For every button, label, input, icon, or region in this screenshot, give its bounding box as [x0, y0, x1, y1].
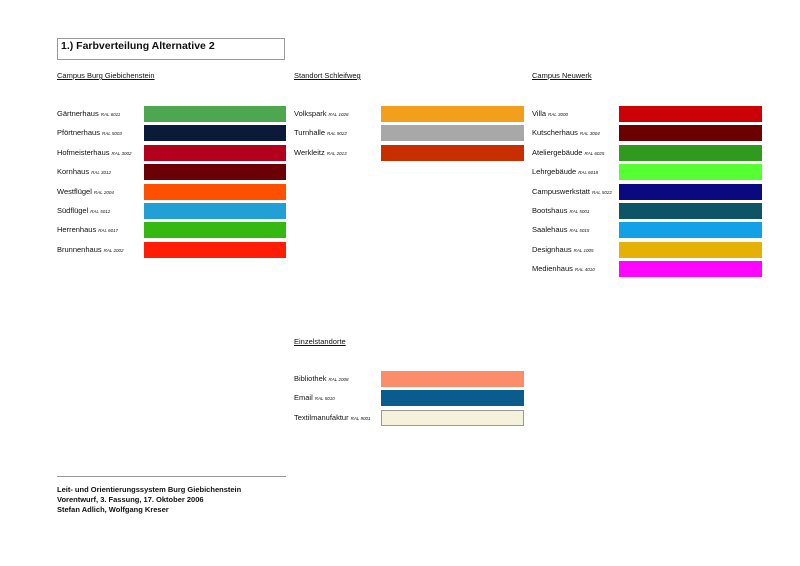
- ral-code: RAL 2002: [103, 247, 124, 253]
- ral-code: RAL 1026: [328, 112, 349, 117]
- footer-line-version: Vorentwurf, 3. Fassung, 17. Oktober 2006: [57, 495, 204, 504]
- page-title: 1.) Farbverteilung Alternative 2: [57, 38, 285, 60]
- ral-code: RAL 3004: [579, 131, 600, 137]
- ral-code: RAL 5001: [569, 209, 590, 214]
- color-swatch: [144, 184, 286, 200]
- color-swatch: [144, 164, 286, 180]
- color-row: [294, 145, 524, 161]
- building-name: Campuswerkstatt: [532, 186, 590, 196]
- building-name: Saalehaus: [532, 225, 568, 235]
- color-swatch: [619, 106, 762, 122]
- color-row: [532, 184, 762, 200]
- color-row: [294, 390, 524, 406]
- color-row: [57, 184, 286, 200]
- building-label: [532, 222, 589, 238]
- color-row: [57, 222, 286, 238]
- color-swatch: [381, 106, 524, 122]
- building-label: [57, 184, 114, 200]
- color-swatch: [144, 203, 286, 219]
- color-row: [532, 164, 762, 180]
- building-name: Kornhaus: [57, 167, 90, 177]
- color-row: [57, 125, 286, 141]
- building-label: [57, 222, 118, 238]
- building-name: Bibliothek: [294, 374, 327, 383]
- building-label: [57, 164, 111, 180]
- footer-line-authors: Stefan Adlich, Wolfgang Kreser: [57, 505, 169, 514]
- ral-code: RAL 9022: [327, 131, 347, 137]
- building-name: Email: [294, 393, 313, 403]
- building-name: Designhaus: [532, 244, 572, 254]
- building-label: [294, 106, 348, 122]
- ral-code: RAL 6011: [100, 112, 121, 117]
- section-heading-neuwerk: Campus Neuwerk: [532, 71, 592, 80]
- color-swatch: [619, 125, 762, 141]
- footer: [57, 485, 317, 515]
- building-name: Hofmeisterhaus: [57, 147, 110, 157]
- color-row: [57, 203, 286, 219]
- color-row: [532, 242, 762, 258]
- building-label: [532, 106, 568, 122]
- ral-code: RAL 5022: [591, 189, 612, 195]
- ral-code: RAL 4010: [574, 267, 595, 273]
- footer-line-project: Leit- und Orientierungssystem Burg Giebichenstein: [57, 485, 242, 494]
- building-label: [294, 410, 371, 426]
- color-swatch: [144, 242, 286, 258]
- ral-code: RAL 1005: [573, 247, 594, 253]
- color-swatch: [619, 145, 762, 161]
- color-swatch: [144, 222, 286, 238]
- ral-code: RAL 2008: [328, 377, 349, 382]
- color-swatch: [144, 125, 286, 141]
- building-name: Lehrgebäude: [532, 167, 577, 177]
- section-heading-campus-burg: Campus Burg Giebichenstein: [57, 71, 155, 80]
- building-name: Textilmanufaktur: [294, 412, 349, 422]
- color-row: [57, 106, 286, 122]
- ral-code: RAL 3000: [548, 112, 568, 117]
- color-row: [532, 106, 762, 122]
- color-row: [57, 145, 286, 161]
- section-heading-einzelstandorte: Einzelstandorte: [294, 337, 346, 346]
- building-name: Herrenhaus: [57, 225, 97, 235]
- building-label: [532, 242, 594, 258]
- color-row: [532, 203, 762, 219]
- section-heading-schleifweg: Standort Schleifweg: [294, 71, 361, 80]
- building-name: Kutscherhaus: [532, 128, 578, 138]
- color-swatch: [619, 164, 762, 180]
- building-label: [57, 125, 122, 141]
- building-name: Turnhalle: [294, 128, 325, 138]
- building-label: [57, 106, 120, 122]
- color-row: [532, 261, 762, 277]
- building-label: [57, 203, 110, 219]
- ral-code: RAL 5003: [101, 131, 122, 137]
- building-name: Volkspark: [294, 109, 327, 118]
- ral-code: RAL 5015: [569, 228, 590, 234]
- building-name: Bootshaus: [532, 206, 568, 215]
- ral-code: RAL 9001: [350, 415, 371, 421]
- ral-code: RAL 6025: [584, 150, 605, 156]
- building-name: Werkleitz: [294, 147, 325, 157]
- building-label: [532, 125, 600, 141]
- building-name: Westflügel: [57, 186, 92, 196]
- color-row: [57, 242, 286, 258]
- building-name: Brunnenhaus: [57, 244, 102, 254]
- color-swatch: [144, 145, 286, 161]
- color-row: [294, 125, 524, 141]
- ral-code: RAL 5012: [90, 209, 111, 214]
- ral-code: RAL 3002: [111, 150, 132, 156]
- ral-code: RAL 2013: [326, 150, 347, 156]
- color-row: [57, 164, 286, 180]
- color-swatch: [619, 184, 762, 200]
- ral-code: RAL 3012: [91, 170, 112, 176]
- building-label: [532, 261, 595, 277]
- building-label: [57, 145, 131, 161]
- building-label: [294, 371, 348, 387]
- building-name: Villa: [532, 109, 547, 118]
- ral-code: RAL 5010: [314, 396, 335, 402]
- color-swatch: [381, 125, 524, 141]
- building-label: [532, 164, 598, 180]
- color-swatch: [381, 145, 524, 161]
- building-name: Ateliergebäude: [532, 147, 583, 157]
- color-row: [294, 106, 524, 122]
- building-label: [294, 125, 347, 141]
- color-row: [532, 125, 762, 141]
- building-label: [294, 390, 335, 406]
- color-row: [294, 371, 524, 387]
- building-name: Gärtnerhaus: [57, 109, 99, 118]
- building-name: Südflügel: [57, 206, 89, 215]
- building-label: [532, 203, 589, 219]
- footer-divider: [57, 476, 286, 477]
- color-swatch: [144, 106, 286, 122]
- color-swatch: [619, 222, 762, 238]
- ral-code: RAL 2004: [93, 189, 114, 195]
- building-label: [57, 242, 124, 258]
- ral-code: RAL 6017: [98, 228, 119, 234]
- building-name: Medienhaus: [532, 264, 573, 274]
- building-name: Pförtnerhaus: [57, 128, 100, 138]
- building-label: [532, 145, 604, 161]
- color-swatch: [381, 410, 524, 426]
- color-row: [532, 222, 762, 238]
- ral-code: RAL 6018: [578, 170, 599, 176]
- color-swatch: [619, 261, 762, 277]
- color-swatch: [619, 203, 762, 219]
- building-label: [532, 184, 612, 200]
- color-row: [532, 145, 762, 161]
- color-swatch: [619, 242, 762, 258]
- building-label: [294, 145, 347, 161]
- color-swatch: [381, 390, 524, 406]
- color-swatch: [381, 371, 524, 387]
- color-row: [294, 410, 524, 426]
